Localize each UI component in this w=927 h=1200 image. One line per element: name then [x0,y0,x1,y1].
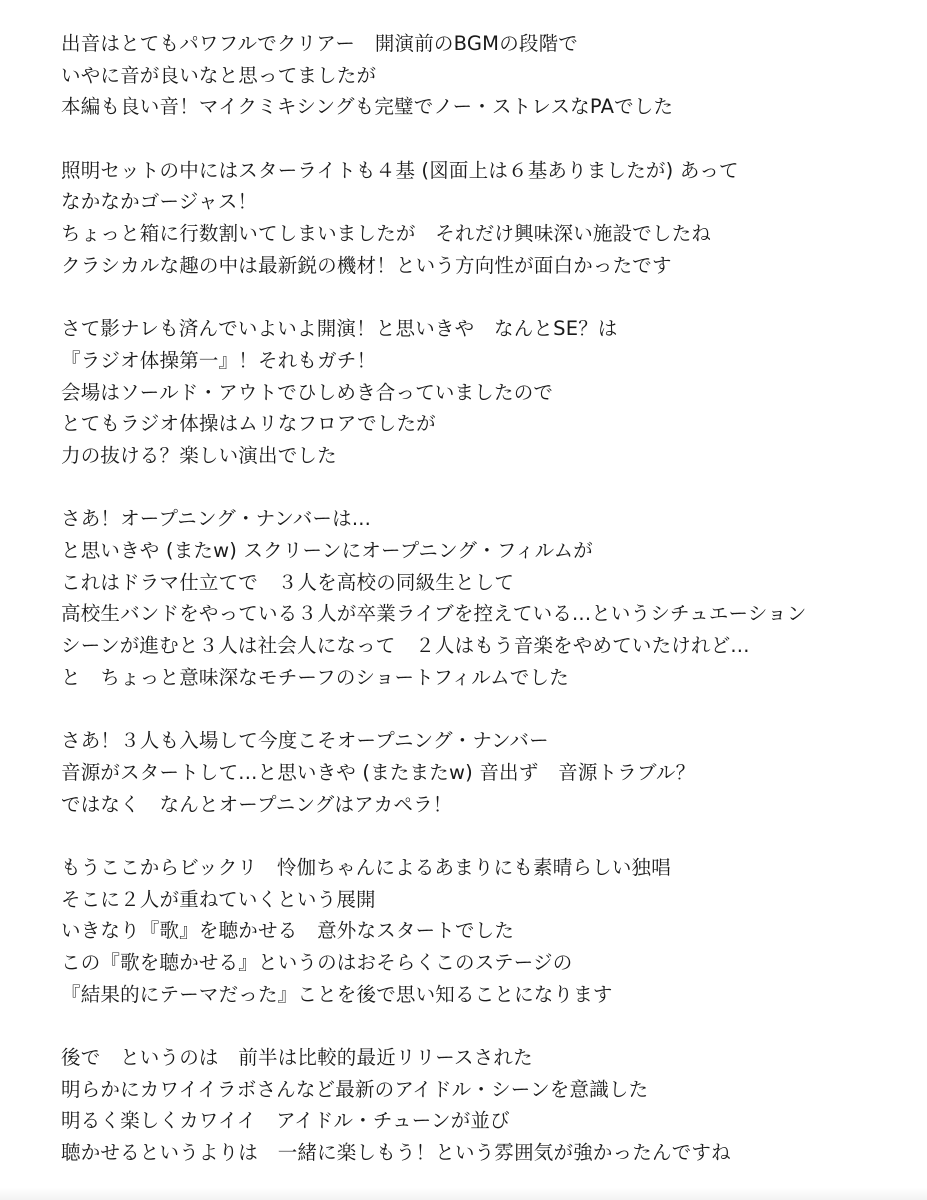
text-line: 会場はソールド・アウトでひしめき合っていましたので [61,380,554,404]
text-line: シーンが進むと３人は社会人になって ２人はもう音楽をやめていたけれど... [61,634,750,658]
paragraph [61,313,921,471]
text-line: ではなく なんとオープニングはアカペラ！ [61,792,453,816]
text-line: クラシカルな趣の中は最新鋭の機材！という方向性が面白かったです [61,253,672,277]
text-line: 音源がスタートして...と思いきや (またまたw) 音出ず 音源トラブル？ [61,760,696,784]
text-line: これはドラマ仕立てで ３人を高校の同級生として [61,570,515,594]
text-line: と ちょっと意味深なモチーフのショートフィルムでした [61,665,569,689]
paragraph [61,725,921,820]
text-line: 本編も良い音！マイクミキシングも完璧でノー・ストレスなPAでした [61,95,674,119]
article-body [61,28,921,1200]
text-line: 出音はとてもパワフルでクリアー 開演前のBGMの段階で [61,32,579,55]
text-line: さあ！オープニング・ナンバーは... [61,507,372,531]
text-line: そこに２人が重ねていくという展開 [61,887,376,911]
text-line: 照明セットの中にはスターライトも４基 (図面上は６基ありましたが) あって [61,158,739,182]
text-line: 『ラジオ体操第一』！それもガチ！ [61,348,377,372]
text-line: 明らかにカワイイラボさんなど最新のアイドル・シーンを意識した [61,1077,649,1101]
text-line: さあ！３人も入場して今度こそオープニング・ナンバー [61,729,549,753]
text-line: なかなかゴージャス！ [61,190,258,214]
text-line: もうここからビックリ 怜伽ちゃんによるあまりにも素晴らしい独唱 [61,855,671,879]
text-line: 高校生バンドをやっている３人が卒業ライブを控えている...というシチュエーション [61,602,807,626]
paragraph [61,28,921,123]
paragraph [61,1042,921,1169]
text-line: ちょっと箱に行数割いてしまいましたが それだけ興味深い施設でしたね [61,222,712,246]
paragraph [61,503,921,693]
text-line: 明るく楽しくカワイイ アイドル・チューンが並び [61,1109,510,1133]
text-line: いやに音が良いなと思ってましたが [61,63,377,87]
text-line: この『歌を聴かせる』というのはおそらくこのステージの [61,950,573,974]
text-line: 『結果的にテーマだった』ことを後で思い知ることになります [61,982,613,1006]
text-line: いきなり『歌』を聴かせる 意外なスタートでした [61,919,515,943]
paragraph [61,155,921,282]
text-line: 聴かせるというよりは 一緒に楽しもう！という雰囲気が強かったんですね [61,1141,731,1165]
text-line: 力の抜ける？楽しい演出でした [61,443,337,467]
paragraph [61,852,921,1010]
text-line: とてもラジオ体操はムリなフロアでしたが [61,412,436,436]
text-line: さて影ナレも済んでいよいよ開演！と思いきや なんとSE？は [61,317,618,341]
text-line: と思いきや (またw) スクリーンにオープニング・フィルムが [61,539,593,562]
bottom-edge-shadow [0,1188,927,1200]
text-line: 後で というのは 前半は比較的最近リリースされた [61,1046,533,1069]
